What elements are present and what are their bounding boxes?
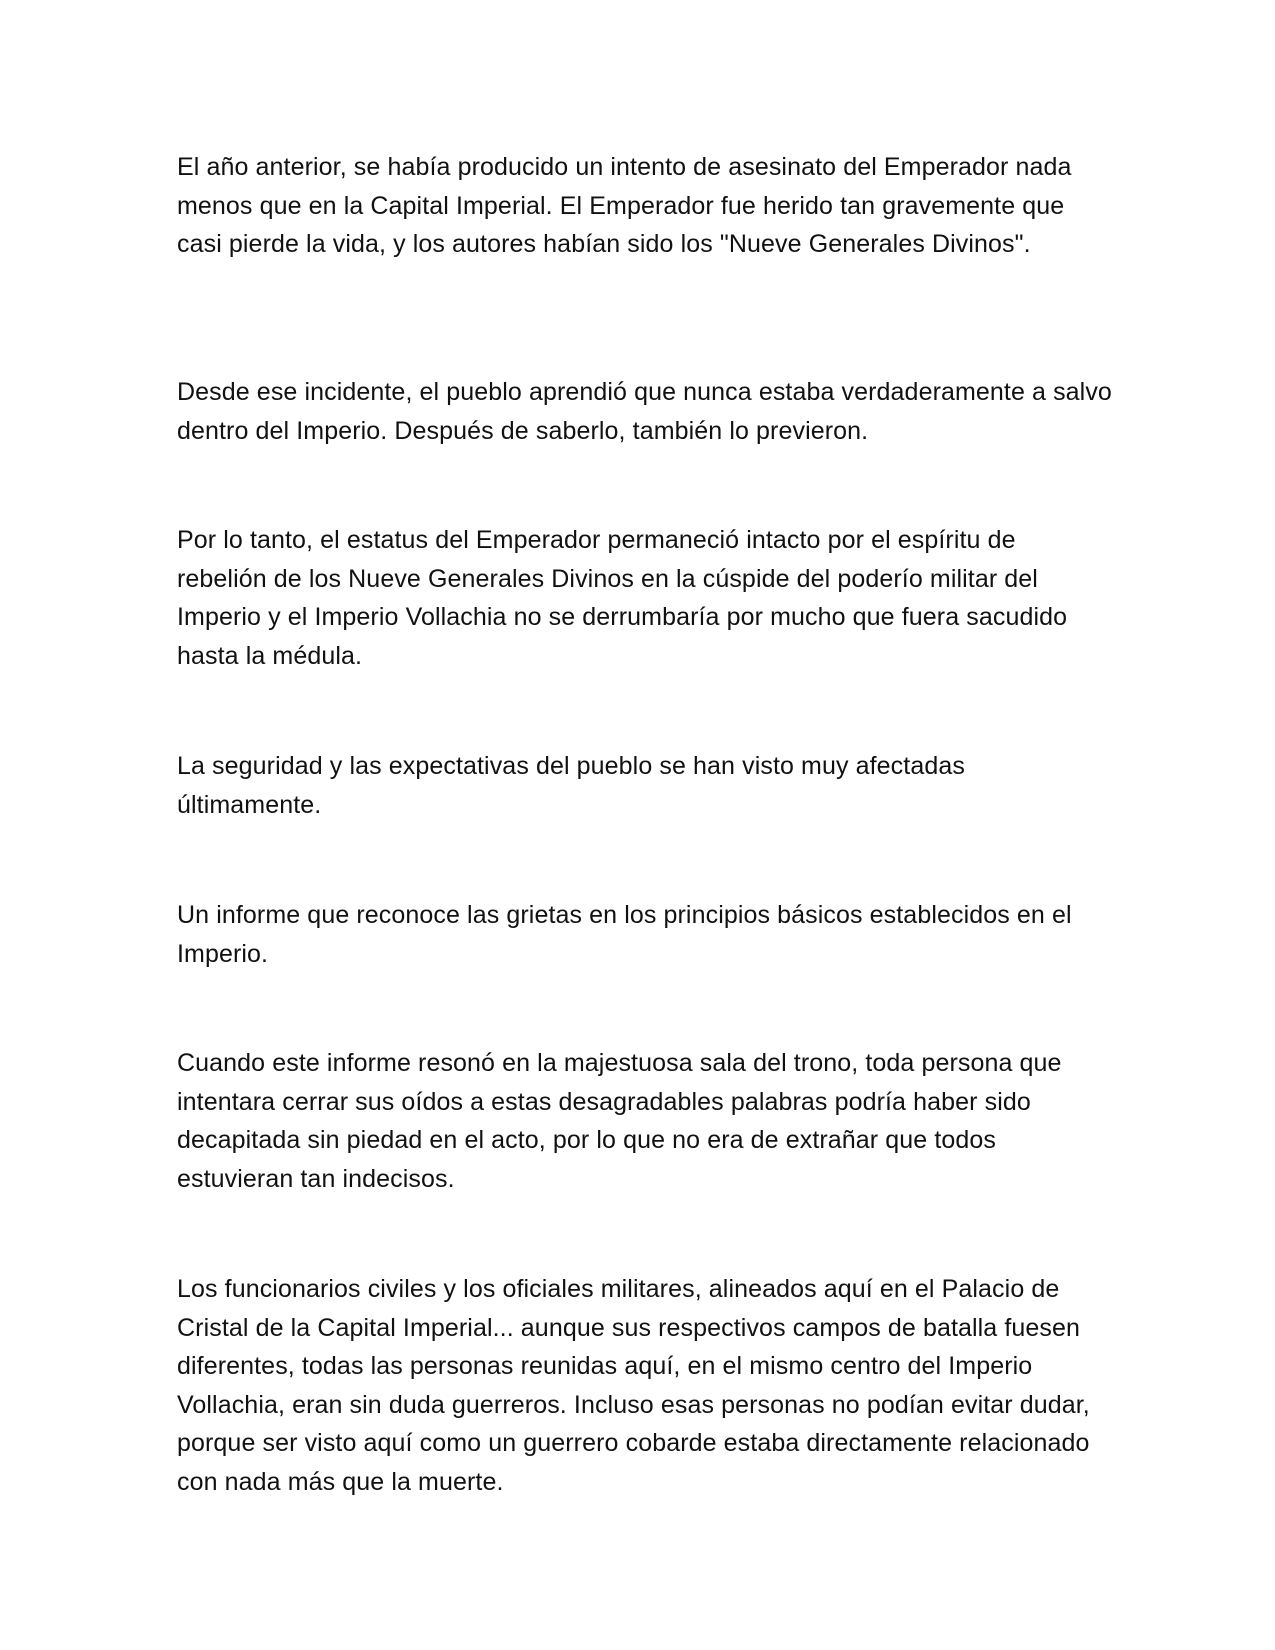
paragraph-assassination-attempt: El año anterior, se había producido un intento de asesinato del Emperador nada menos que en la Capital Imperial. El Emperador fue herido tan gravemente que casi pierde la vida, y los autores habían sido los "Nueve Generales Divinos". <box>177 153 1072 258</box>
paragraph-report-cracks: Un informe que reconoce las grietas en los principios básicos establecidos en el Imperio. <box>177 901 1072 968</box>
paragraph-security-expectations: La seguridad y las expectativas del pueblo se han visto muy afectadas últimamente. <box>177 752 965 819</box>
paragraph-crystal-palace: Los funcionarios civiles y los oficiales militares, alineados aquí en el Palacio de Cristal de la Capital Imperial... aunque sus respectivos campos de batalla fuesen diferentes, todas las personas reunidas aquí, en el mismo centro del Imperio Vollachia, eran sin duda guerreros. Incluso esas personas no podían evitar dudar, porque ser visto aquí como un guerrero cobarde estaba directamente relacionado con nada más que la muerte. <box>177 1275 1090 1496</box>
paragraph-throne-room: Cuando este informe resonó en la majestuosa sala del trono, toda persona que intentara cerrar sus oídos a estas desagradables palabras podría haber sido decapitada sin piedad en el acto, por lo que no era de extrañar que todos estuvieran tan indecisos. <box>177 1049 1062 1193</box>
paragraph-people-not-safe: Desde ese incidente, el pueblo aprendió que nunca estaba verdaderamente a salvo dentro del Imperio. Después de saberlo, también lo previeron. <box>177 378 1112 445</box>
paragraph-emperor-status: Por lo tanto, el estatus del Emperador permaneció intacto por el espíritu de rebelión de los Nueve Generales Divinos en la cúspide del poderío militar del Imperio y el Imperio Vollachia no se derrumbaría por mucho que fuera sacudido hasta la médula. <box>177 526 1068 670</box>
